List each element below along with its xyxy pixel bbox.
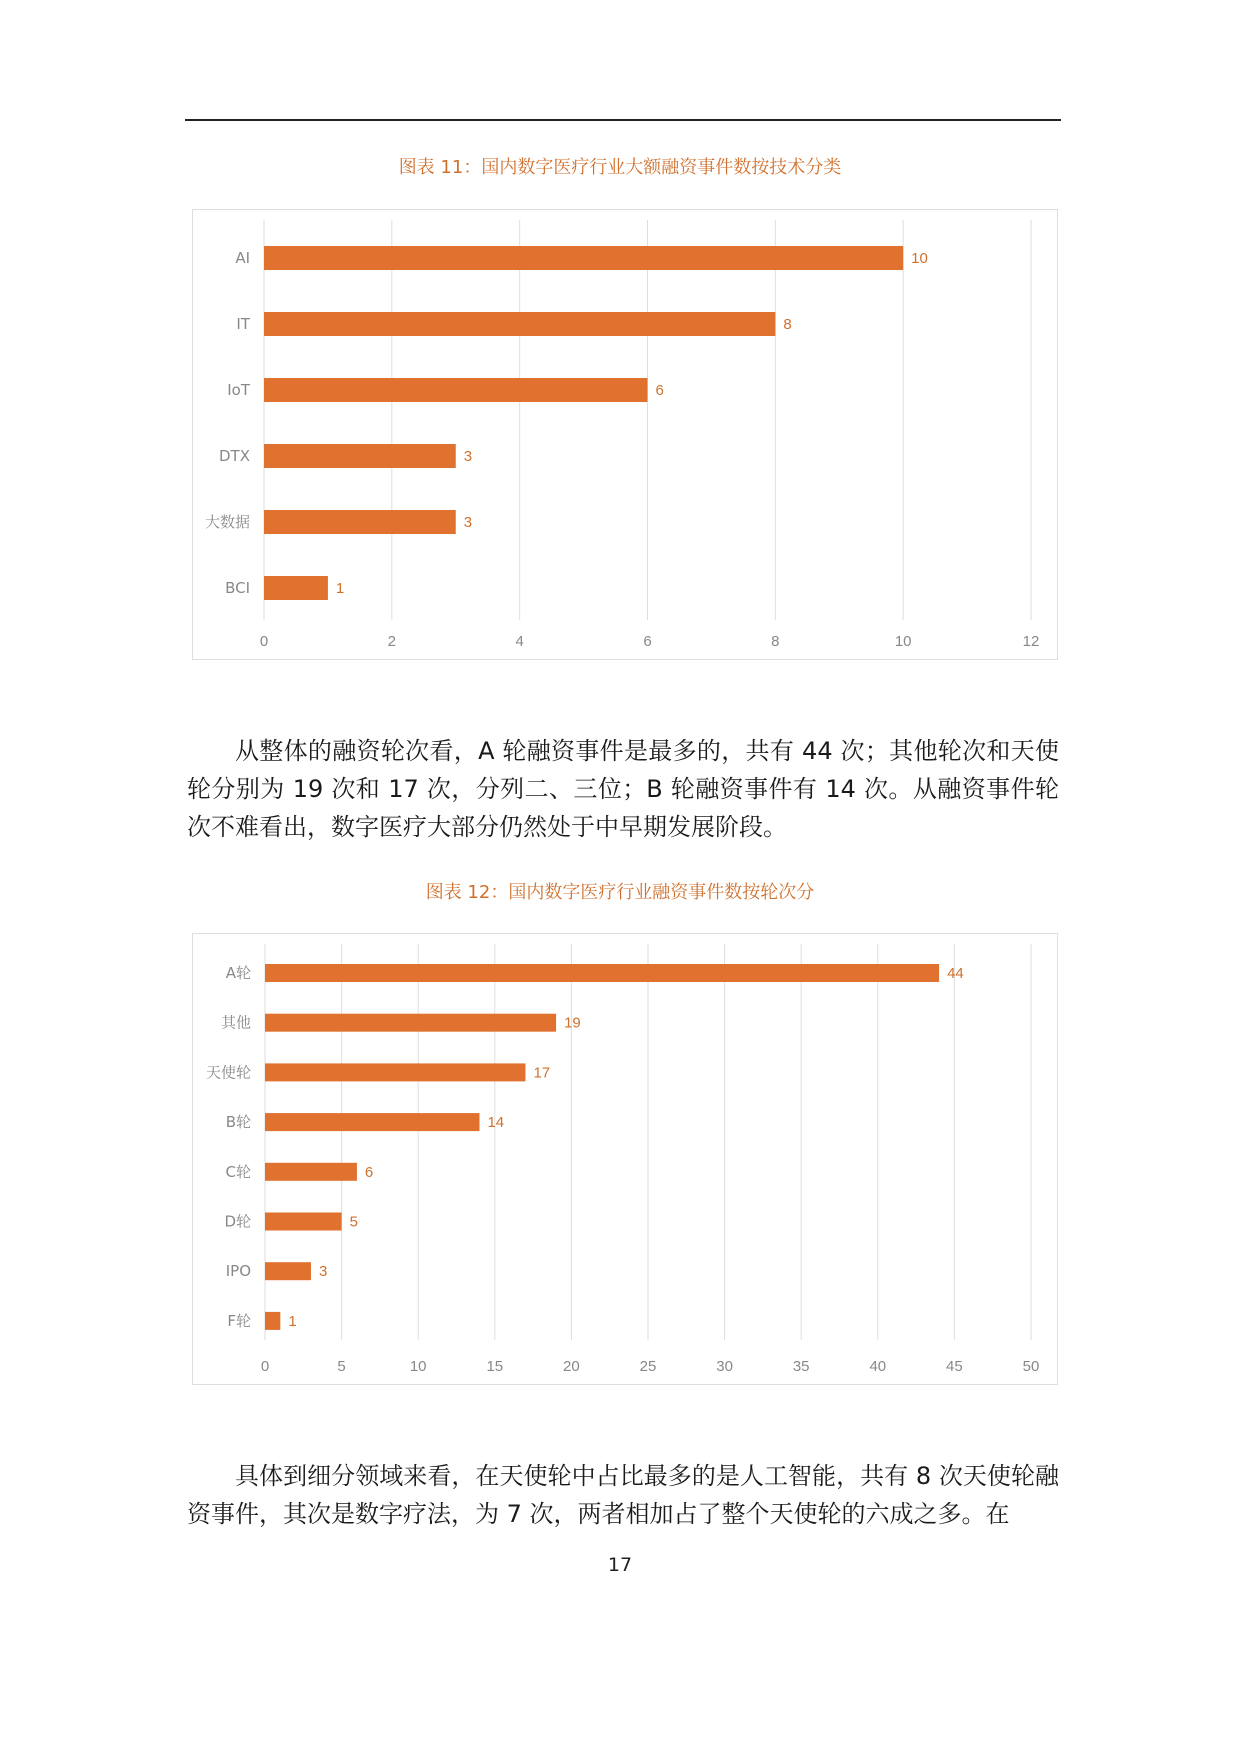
chart1-tick-label: 2 — [387, 633, 397, 650]
chart2-value-label: 19 — [564, 1014, 581, 1032]
chart2-tick-label: 10 — [409, 1358, 427, 1375]
chart1-category-label: 大数据 — [204, 513, 250, 531]
chart1-value-label: 8 — [783, 316, 792, 333]
chart2-tick-label: 40 — [869, 1358, 887, 1375]
chart1-value-label: 3 — [463, 514, 473, 531]
chart2-category-label: F轮 — [227, 1311, 251, 1330]
chart2-bar — [265, 964, 939, 982]
chart1-bar — [264, 576, 328, 600]
chart1-bar — [264, 444, 456, 468]
chart2-bar — [265, 1312, 280, 1330]
chart2-bar — [265, 1213, 342, 1231]
chart1-tick-label: 12 — [1022, 633, 1040, 650]
header-rule — [185, 119, 1061, 121]
chart1-value-label: 1 — [335, 580, 345, 597]
chart2-category-label: IPO — [225, 1262, 251, 1281]
chart2-value-label: 6 — [364, 1163, 374, 1181]
chart1-tick-label: 8 — [771, 633, 780, 650]
chart1-tick-label: 6 — [643, 633, 652, 650]
chart1-svg — [193, 210, 1057, 659]
chart1-tick-label: 10 — [894, 633, 912, 650]
chart2-tick-label: 25 — [639, 1358, 657, 1375]
chart2-tick-label: 0 — [260, 1358, 270, 1375]
page-number: 17 — [607, 1554, 633, 1576]
chart2-value-label: 17 — [533, 1064, 551, 1082]
chart1-caption: 图表 11：国内数字医疗行业大额融资事件数按技术分类 — [398, 157, 842, 178]
chart1-container — [192, 209, 1058, 660]
chart1-bar — [264, 312, 775, 336]
chart1-bar — [264, 510, 456, 534]
chart2-category-label: D轮 — [224, 1212, 251, 1231]
chart1-value-label: 10 — [911, 250, 928, 267]
chart2-category-label: A轮 — [225, 964, 251, 982]
chart2-tick-label: 15 — [486, 1358, 504, 1375]
chart2-svg — [193, 934, 1057, 1384]
chart2-bar — [265, 1014, 556, 1032]
chart1-category-label: BCI — [225, 579, 250, 597]
chart2-tick-label: 45 — [946, 1358, 963, 1375]
chart1-value-label: 3 — [463, 448, 473, 465]
chart2-category-label: C轮 — [225, 1162, 251, 1181]
chart1-value-label: 6 — [655, 382, 664, 399]
chart1-bar — [264, 246, 903, 270]
chart2-category-label: 其他 — [220, 1013, 251, 1032]
chart2-tick-label: 30 — [716, 1358, 733, 1375]
chart2-value-label: 5 — [349, 1213, 358, 1231]
chart2-value-label: 1 — [288, 1312, 297, 1330]
chart2-category-label: 天使轮 — [205, 1063, 251, 1082]
paragraph-1: 从整体的融资轮次看，A 轮融资事件是最多的，共有 44 次；其他轮次和天使轮分别为 19 次和 17 次，分列二、三位；B 轮融资事件有 14 次。从融资事件轮次不难看出，数字医疗大部分仍然处于中早期发展阶段。 — [187, 737, 1059, 841]
chart2-value-label: 44 — [947, 965, 964, 982]
chart1-category-label: DTX — [219, 447, 250, 465]
chart2-tick-label: 50 — [1022, 1358, 1040, 1375]
chart1-tick-label: 4 — [515, 633, 524, 650]
chart1-category-label: AI — [235, 249, 250, 267]
chart2-caption: 图表 12：国内数字医疗行业融资事件数按轮次分 — [425, 882, 815, 903]
chart2-value-label: 3 — [318, 1263, 328, 1281]
chart2-tick-label: 20 — [563, 1358, 580, 1375]
chart2-category-label: B轮 — [225, 1113, 251, 1132]
chart1-category-label: IT — [236, 315, 250, 333]
chart2-bar — [265, 1262, 311, 1280]
chart2-value-label: 14 — [487, 1114, 505, 1132]
chart2-container — [192, 933, 1058, 1385]
chart2-tick-label: 5 — [337, 1358, 346, 1375]
chart2-bar — [265, 1113, 479, 1131]
chart2-tick-label: 35 — [792, 1358, 810, 1375]
paragraph-2: 具体到细分领域来看，在天使轮中占比最多的是人工智能，共有 8 次天使轮融资事件，其次是数字疗法，为 7 次，两者相加占了整个天使轮的六成之多。在 — [187, 1462, 1059, 1528]
chart1-bar — [264, 378, 648, 402]
chart1-tick-label: 0 — [259, 633, 269, 650]
chart2-bar — [265, 1163, 357, 1181]
chart2-bar — [265, 1063, 525, 1081]
chart1-category-label: IoT — [227, 381, 250, 399]
